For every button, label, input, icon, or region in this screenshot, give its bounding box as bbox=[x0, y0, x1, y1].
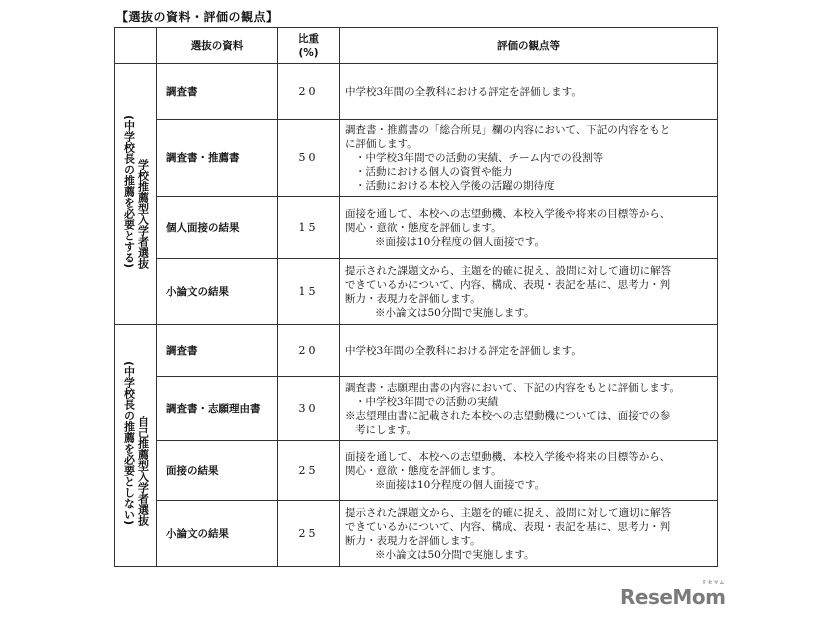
criteria-line: 関心・意欲・態度を評価します。 bbox=[345, 221, 502, 234]
category-label-main: 自己推薦型入学者選抜 bbox=[136, 415, 150, 526]
criteria-cell bbox=[340, 377, 718, 441]
table-row bbox=[115, 64, 718, 120]
material-cell: 面接の結果 bbox=[157, 441, 278, 501]
ratio-cell: 50 bbox=[278, 120, 340, 197]
header-category bbox=[115, 28, 157, 64]
category-label-sub: (中学校長の推薦を必要としない) bbox=[122, 361, 136, 526]
criteria-note: ※小論文は50分間で実施します。 bbox=[375, 306, 535, 319]
header-ratio bbox=[278, 28, 340, 64]
logo-kana: リセマム bbox=[701, 580, 726, 586]
criteria-line: 断力・表現力を評価します。 bbox=[345, 292, 481, 305]
resemom-logo bbox=[620, 580, 726, 609]
criteria-cell bbox=[340, 441, 718, 501]
selection-criteria-table bbox=[114, 27, 718, 567]
table-caption: 【選抜の資料・評価の観点】 bbox=[116, 10, 279, 24]
criteria-cell bbox=[340, 501, 718, 567]
logo-text: ReseMom bbox=[620, 585, 726, 609]
material-cell: 調査書・志願理由書 bbox=[157, 377, 278, 441]
header-ratio-unit: (%) bbox=[298, 46, 319, 59]
header-material: 選抜の資料 bbox=[157, 28, 278, 64]
criteria-line: 断力・表現力を評価します。 bbox=[345, 534, 481, 547]
criteria-cell bbox=[340, 197, 718, 259]
category-cell bbox=[115, 64, 157, 325]
table-row bbox=[115, 120, 718, 197]
criteria-line: 面接を通して、本校への志望動機、本校入学後や将来の目標等から、 bbox=[345, 207, 671, 220]
ratio-cell: 30 bbox=[278, 377, 340, 441]
ratio-cell: 15 bbox=[278, 197, 340, 259]
header-row bbox=[115, 28, 718, 64]
ratio-cell: 25 bbox=[278, 501, 340, 567]
table-row bbox=[115, 501, 718, 567]
criteria-line: 提示された課題文から、主題を的確に捉え、設問に対して適切に解答 bbox=[345, 506, 672, 519]
ratio-cell: 20 bbox=[278, 64, 340, 120]
criteria-cell bbox=[340, 259, 718, 325]
criteria-note: ※面接は10分程度の個人面接です。 bbox=[375, 478, 546, 491]
criteria-bullet: ・中学校3年間での活動の実績 bbox=[355, 395, 499, 408]
ratio-cell: 20 bbox=[278, 325, 340, 377]
criteria-line: 調査書・推薦書の「総合所見」欄の内容において、下記の内容をもと bbox=[345, 124, 671, 136]
material-cell: 調査書・推薦書 bbox=[157, 120, 278, 197]
criteria-line: 中学校3年間の全教科における評定を評価します。 bbox=[345, 85, 582, 98]
criteria-line: 中学校3年間の全教科における評定を評価します。 bbox=[345, 344, 582, 357]
header-criteria: 評価の観点等 bbox=[340, 28, 718, 64]
criteria-line: できているかについて、内容、構成、表現・表記を基に、思考力・判 bbox=[345, 520, 671, 533]
criteria-note: ※小論文は50分間で実施します。 bbox=[375, 548, 535, 561]
criteria-bullet: ・活動における個人の資質や能力 bbox=[355, 166, 513, 178]
table-row bbox=[115, 259, 718, 325]
criteria-note: ※面接は10分程度の個人面接です。 bbox=[375, 235, 546, 248]
criteria-line: 考にします。 bbox=[355, 423, 418, 436]
category-label-main: 学校推薦型入学者選抜 bbox=[136, 158, 150, 269]
ratio-cell: 25 bbox=[278, 441, 340, 501]
table-row bbox=[115, 441, 718, 501]
criteria-cell bbox=[340, 325, 718, 377]
criteria-line: できているかについて、内容、構成、表現・表記を基に、思考力・判 bbox=[345, 278, 671, 291]
criteria-line: 提示された課題文から、主題を的確に捉え、設問に対して適切に解答 bbox=[345, 264, 672, 277]
table-row bbox=[115, 197, 718, 259]
criteria-line: 関心・意欲・態度を評価します。 bbox=[345, 464, 502, 477]
material-cell: 調査書 bbox=[157, 64, 278, 120]
criteria-cell bbox=[340, 120, 718, 197]
material-cell: 小論文の結果 bbox=[157, 259, 278, 325]
category-cell bbox=[115, 325, 157, 567]
criteria-line: に評価します。 bbox=[345, 138, 418, 150]
ratio-cell: 15 bbox=[278, 259, 340, 325]
material-cell: 調査書 bbox=[157, 325, 278, 377]
criteria-bullet: ・活動における本校入学後の活躍の期待度 bbox=[355, 180, 555, 192]
material-cell: 個人面接の結果 bbox=[157, 197, 278, 259]
criteria-line: 調査書・志願理由書の内容において、下記の内容をもとに評価します。 bbox=[345, 381, 680, 394]
table-row bbox=[115, 377, 718, 441]
material-cell: 小論文の結果 bbox=[157, 501, 278, 567]
table-row bbox=[115, 325, 718, 377]
criteria-cell bbox=[340, 64, 718, 120]
criteria-bullet: ・中学校3年間での活動の実績、チーム内での役割等 bbox=[355, 152, 604, 164]
header-ratio-label: 比重 bbox=[298, 32, 319, 45]
criteria-note: ※志望理由書に記載された本校への志望動機については、面接での参 bbox=[345, 409, 671, 422]
category-label-sub: (中学校長の推薦を必要とする) bbox=[122, 115, 136, 269]
criteria-line: 面接を通して、本校への志望動機、本校入学後や将来の目標等から、 bbox=[345, 450, 671, 463]
